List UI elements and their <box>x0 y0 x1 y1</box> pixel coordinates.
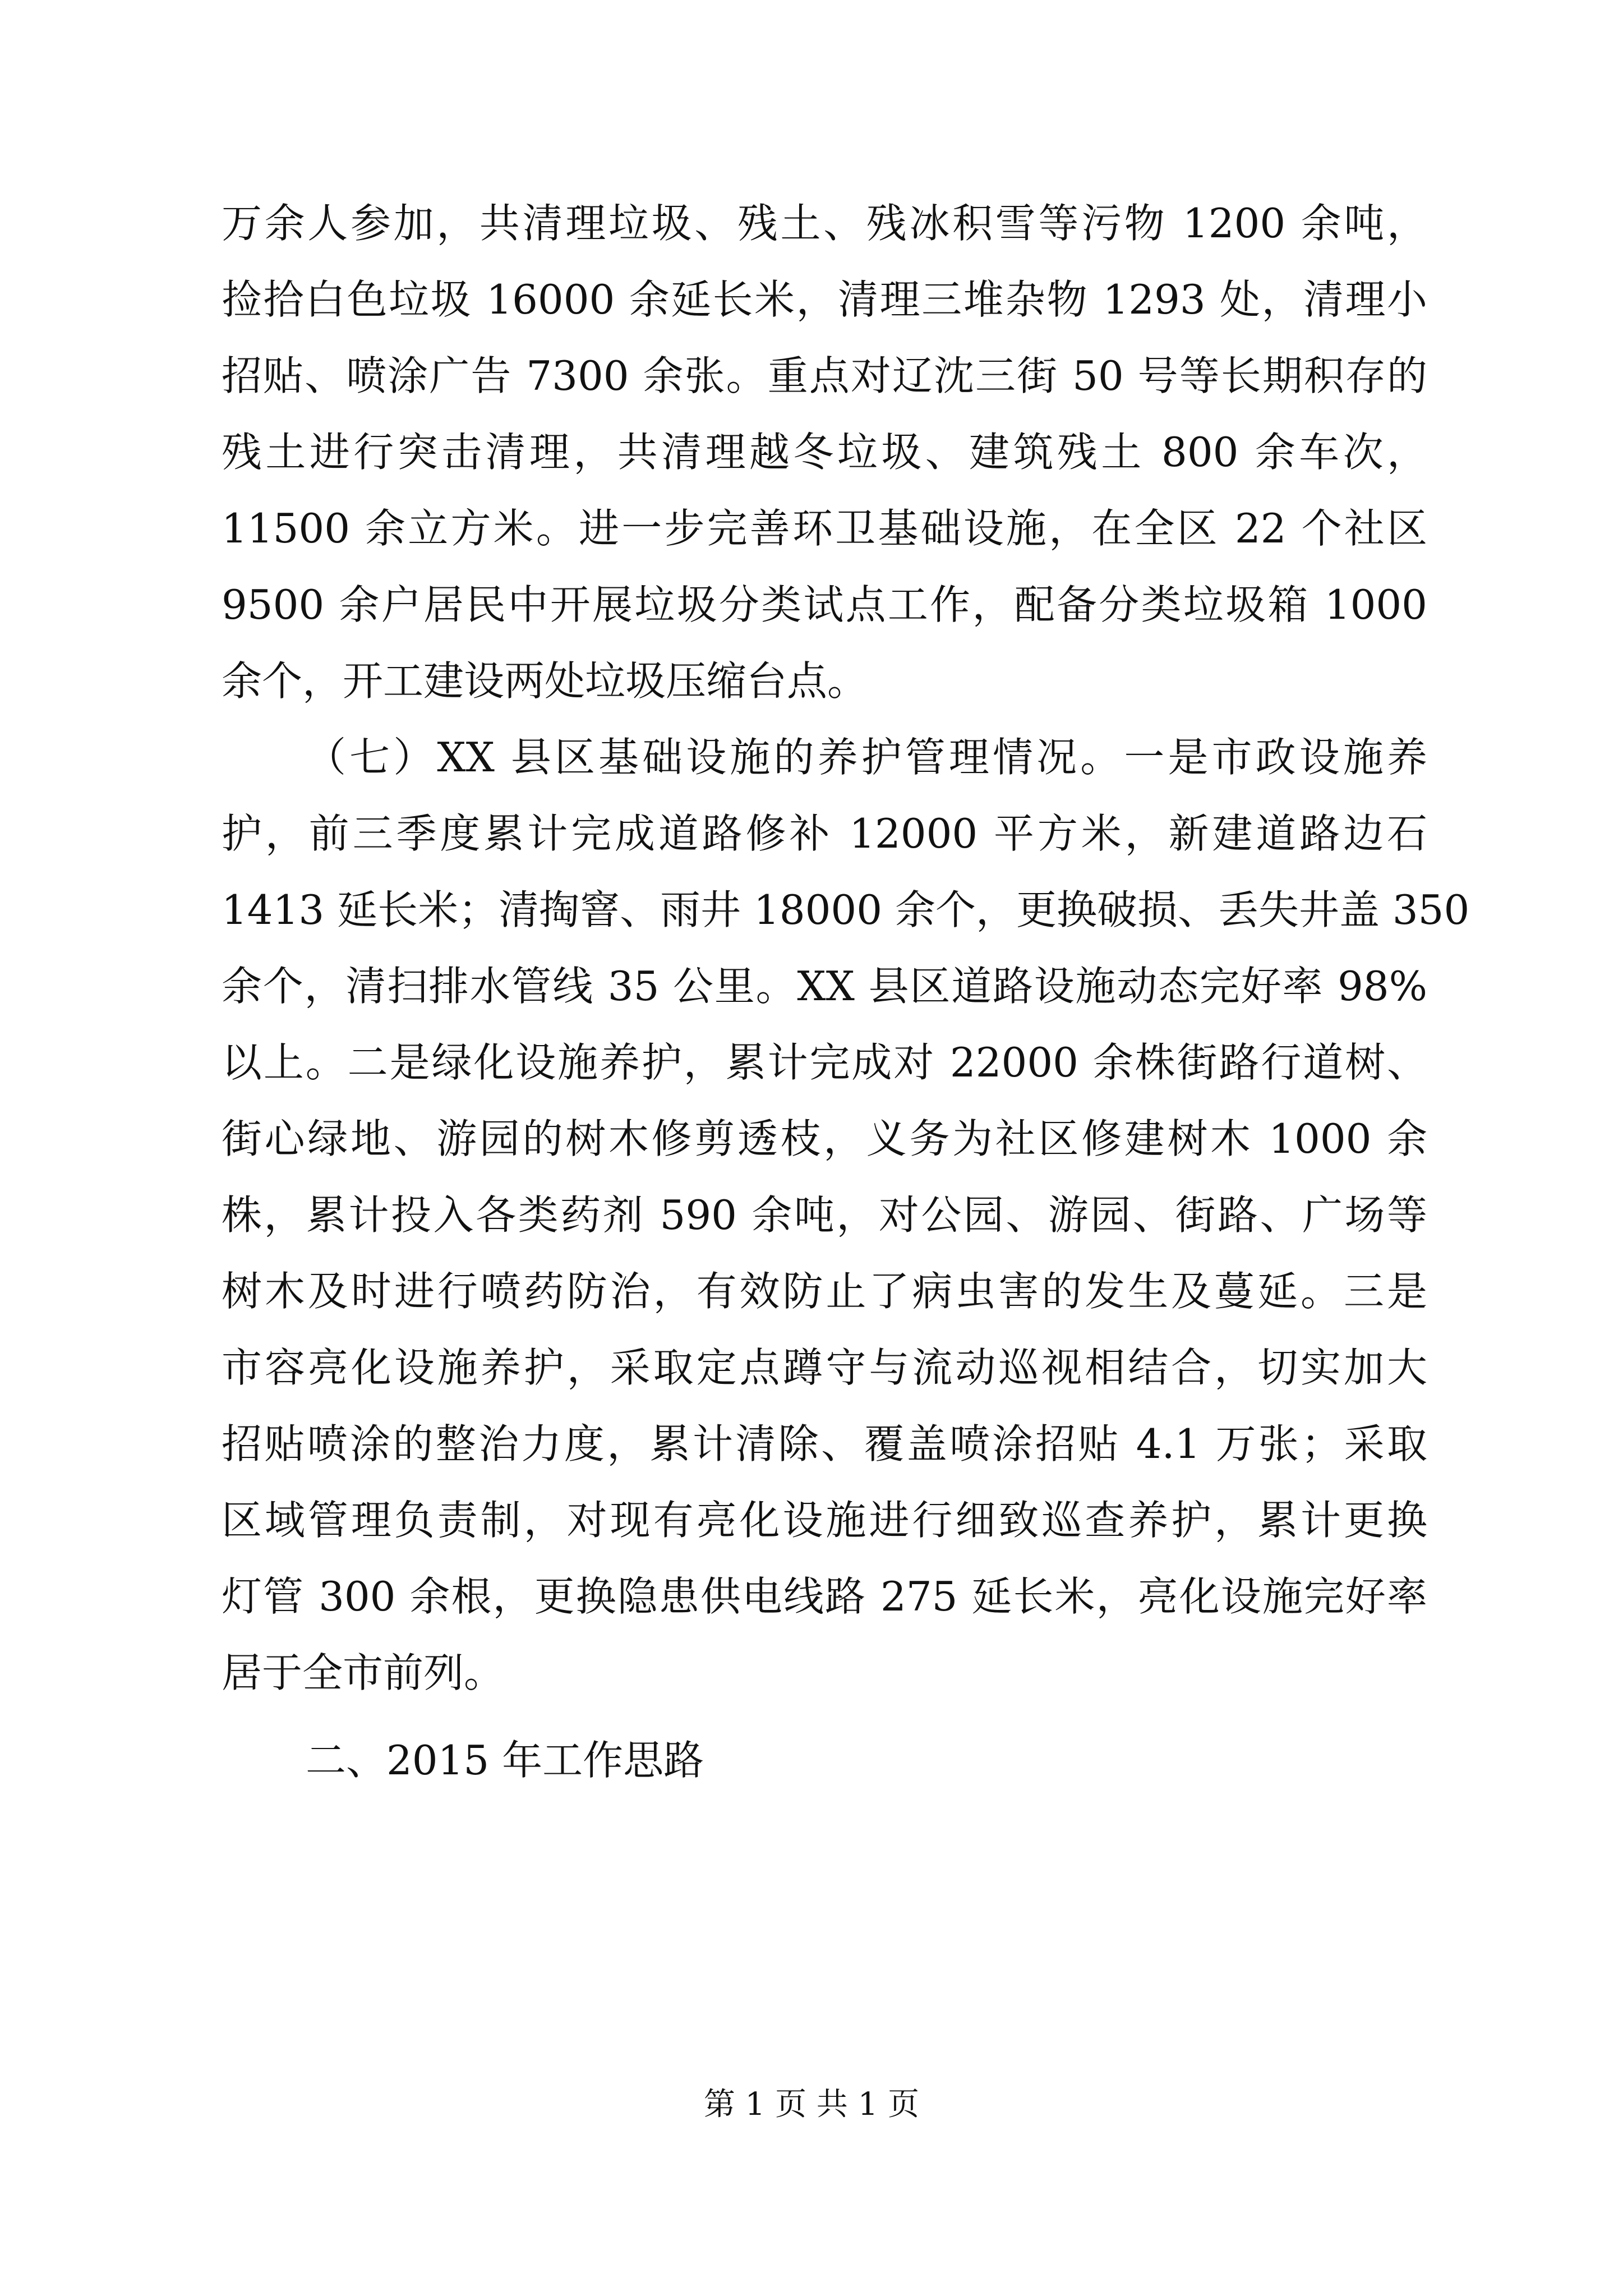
text-line: 株，累计投入各类药剂 590 余吨，对公园、游园、街路、广场等 <box>222 1191 1427 1239</box>
section-heading: 二、2015 年工作思路 <box>306 1737 704 1784</box>
text-line: 市容亮化设施养护，采取定点蹲守与流动巡视相结合，切实加大 <box>222 1344 1427 1391</box>
text-line: 街心绿地、游园的树木修剪透枝，义务为社区修建树木 1000 余 <box>222 1115 1427 1162</box>
text-line: （七）XX 县区基础设施的养护管理情况。一是市政设施养 <box>306 734 1427 781</box>
text-line: 余个，清扫排水管线 35 公里。XX 县区道路设施动态完好率 98% <box>222 963 1427 1010</box>
document-body <box>222 185 1470 1798</box>
text-line: 9500 余户居民中开展垃圾分类试点工作，配备分类垃圾箱 1000 <box>222 581 1427 628</box>
text-line: 居于全市前列。 <box>222 1649 505 1696</box>
text-line: 1413 延长米；清掏窨、雨井 18000 余个，更换破损、丢失井盖 350 <box>222 886 1470 933</box>
text-line: 区域管理负责制，对现有亮化设施进行细致巡查养护，累计更换 <box>222 1497 1427 1544</box>
paragraph <box>222 719 1470 1711</box>
text-line: 万余人参加，共清理垃圾、残土、残冰积雪等污物 1200 余吨， <box>222 200 1427 247</box>
text-line: 招贴喷涂的整治力度，累计清除、覆盖喷涂招贴 4.1 万张；采取 <box>222 1420 1427 1467</box>
text-line: 以上。二是绿化设施养护，累计完成对 22000 余株街路行道树、 <box>222 1039 1427 1086</box>
text-line: 灯管 300 余根，更换隐患供电线路 275 延长米，亮化设施完好率 <box>222 1573 1427 1620</box>
text-line: 捡拾白色垃圾 16000 余延长米，清理三堆杂物 1293 处，清理小 <box>222 276 1427 323</box>
text-line: 11500 余立方米。进一步完善环卫基础设施，在全区 22 个社区 <box>222 505 1427 552</box>
text-line: 残土进行突击清理，共清理越冬垃圾、建筑残土 800 余车次， <box>222 429 1427 476</box>
text-line: 余个，开工建设两处垃圾压缩台点。 <box>222 657 868 705</box>
text-line: 树木及时进行喷药防治，有效防止了病虫害的发生及蔓延。三是 <box>222 1268 1427 1315</box>
page-footer: 第 1 页 共 1 页 <box>703 2086 920 2123</box>
text-line: 护，前三季度累计完成道路修补 12000 平方米，新建道路边石 <box>222 810 1427 857</box>
text-line: 招贴、喷涂广告 7300 余张。重点对辽沈三街 50 号等长期积存的 <box>222 352 1427 399</box>
paragraph <box>222 185 1427 719</box>
